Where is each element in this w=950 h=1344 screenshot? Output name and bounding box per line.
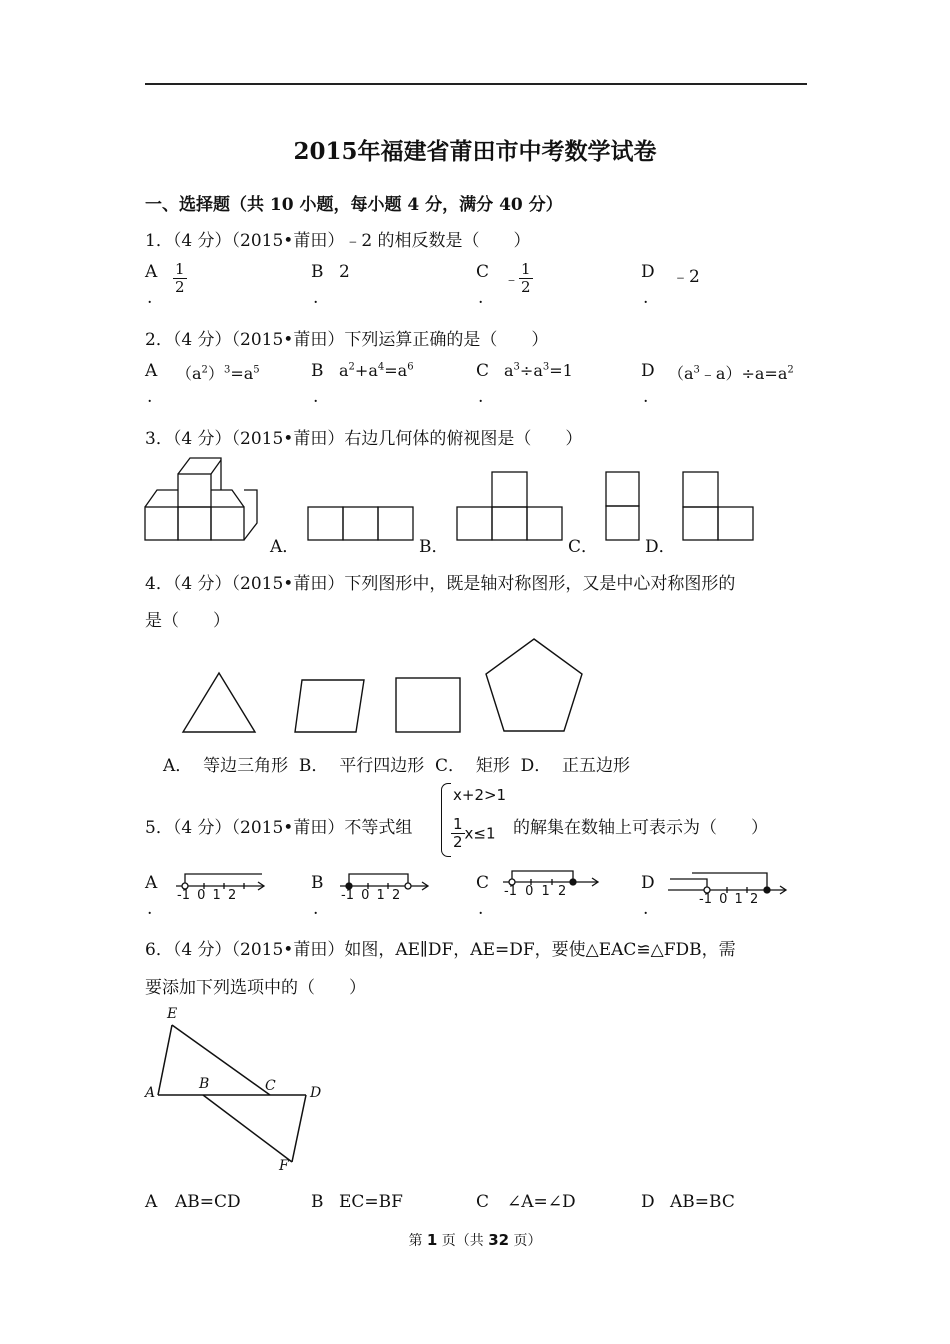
section-heading: 一、选择题（共 10 小题，每小题 4 分，满分 40 分） [145, 195, 563, 215]
q6-option-c-letter: C [476, 1192, 490, 1212]
q5-option-d-letter: D [641, 873, 655, 893]
q6-segment-AE [158, 1025, 172, 1095]
q6-option-a-letter: A [145, 1192, 158, 1212]
question-3-text: 3．（4 分）（2015•莆田）右边几何体的俯视图是（ ） [145, 429, 583, 449]
q6-segment-BF [203, 1095, 292, 1162]
q6-option-b-letter: B [311, 1192, 324, 1212]
q6-segment-DF [292, 1095, 306, 1162]
question-4-line-1: 4．（4 分）（2015•莆田）下列图形中，既是轴对称图形，又是中心对称图形的 [145, 574, 736, 594]
q1-option-a-dot: . [147, 288, 153, 308]
q1-option-b-value: 2 [339, 262, 350, 282]
q6-label-F: F [279, 1158, 289, 1174]
question-5-text-post: 的解集在数轴上可表示为（ ） [513, 818, 768, 838]
q6-label-D: D [310, 1085, 322, 1101]
q4-options: A． 等边三角形 B． 平行四边形 C． 矩形 D． 正五边形 [163, 756, 631, 776]
q5-d-tick-labels: -1 0 1 2 [699, 892, 759, 907]
q6-option-d-letter: D [641, 1192, 655, 1212]
q5-option-c-dot: . [478, 899, 484, 919]
q5-option-d-dot: . [643, 899, 649, 919]
q2-option-c-letter: C [476, 361, 490, 381]
q5-a-tick-labels: -1 0 1 2 [177, 888, 237, 903]
question-1-text: 1．（4 分）（2015•莆田）﹣2 的相反数是（ ） [145, 231, 531, 251]
q6-label-E: E [167, 1006, 178, 1022]
question-5-text-pre: 5．（4 分）（2015•莆田）不等式组 [145, 818, 413, 838]
q6-label-A: A [145, 1085, 156, 1101]
q2-option-c-dot: . [478, 387, 484, 407]
q3-option-c-label: C． [568, 537, 599, 557]
q2-option-a-dot: . [147, 387, 153, 407]
q6-label-C: C [265, 1078, 276, 1094]
q1-option-b-dot: . [313, 288, 319, 308]
q2-option-b-dot: . [313, 387, 319, 407]
q2-option-b-expression: $a^2+a^4=a^6$ [339, 361, 414, 380]
question-4-line-2: 是（ ） [145, 611, 230, 631]
page-number: 1 [426, 1231, 438, 1249]
q6-segment-EC [172, 1025, 270, 1095]
question-6-line-2: 要添加下列选项中的（ ） [145, 978, 366, 998]
page-title: 2015年福建省莆田市中考数学试卷 [293, 138, 657, 165]
q2-option-d-expression: $(a^3﹣a)\div a=a^2$ [668, 364, 794, 383]
q5-inequality-1: x+2>1 [453, 786, 507, 804]
q1-option-c-value: ﹣ $\frac{1}{2}$ [504, 260, 531, 296]
q6-option-c-text: ∠A=∠D [507, 1192, 576, 1212]
q2-option-c-expression: $a^3\div a^3=1$ [504, 361, 573, 380]
q5-option-a-dot: . [147, 899, 153, 919]
q5-c-tick-labels: -1 0 1 2 [504, 884, 567, 899]
q6-label-B: B [199, 1076, 210, 1092]
q5-option-b-letter: B [311, 873, 324, 893]
q1-option-a-fraction: $\frac{1}{2}$ [175, 260, 185, 296]
question-6-line-1: 6．（4 分）（2015•莆田）如图，AE∥DF，AE=DF，要使△EAC≌△FDB，需 [145, 940, 736, 960]
q1-option-d-dot: . [643, 288, 649, 308]
q1-option-d-value: ﹣2 [672, 267, 700, 287]
q1-option-d-letter: D [641, 262, 655, 282]
q2-option-a-letter: A [145, 361, 158, 381]
q6-option-d-text: AB=BC [670, 1192, 735, 1212]
q5-b-tick-labels: -1 0 1 2 [341, 888, 401, 903]
q6-option-b-text: EC=BF [339, 1192, 403, 1212]
q5-option-a-letter: A [145, 873, 158, 893]
q2-option-d-letter: D [641, 361, 655, 381]
q6-option-a-text: AB=CD [175, 1192, 241, 1212]
q1-option-a-letter: A [145, 262, 158, 282]
q2-option-d-dot: . [643, 387, 649, 407]
page-total: 32 [488, 1231, 510, 1249]
q5-inequality-2: $\frac{1}{2}$ x≤1 [453, 815, 496, 851]
question-2-text: 2．（4 分）（2015•莆田）下列运算正确的是（ ） [145, 330, 549, 350]
q1-option-c-letter: C [476, 262, 490, 282]
q1-option-c-dot: . [478, 288, 484, 308]
q1-option-b-letter: B [311, 262, 324, 282]
q5-option-b-dot: . [313, 899, 319, 919]
q5-option-c-letter: C [476, 873, 490, 893]
page-footer: 第 1 页（共 32 页） [408, 1231, 542, 1249]
q2-option-a-expression: $(a^2)^3=a^5$ [176, 364, 260, 383]
q3-option-a-label: A． [270, 537, 300, 557]
q3-option-b-label: B． [419, 537, 449, 557]
q2-option-b-letter: B [311, 361, 324, 381]
q3-option-d-label: D． [645, 537, 676, 557]
